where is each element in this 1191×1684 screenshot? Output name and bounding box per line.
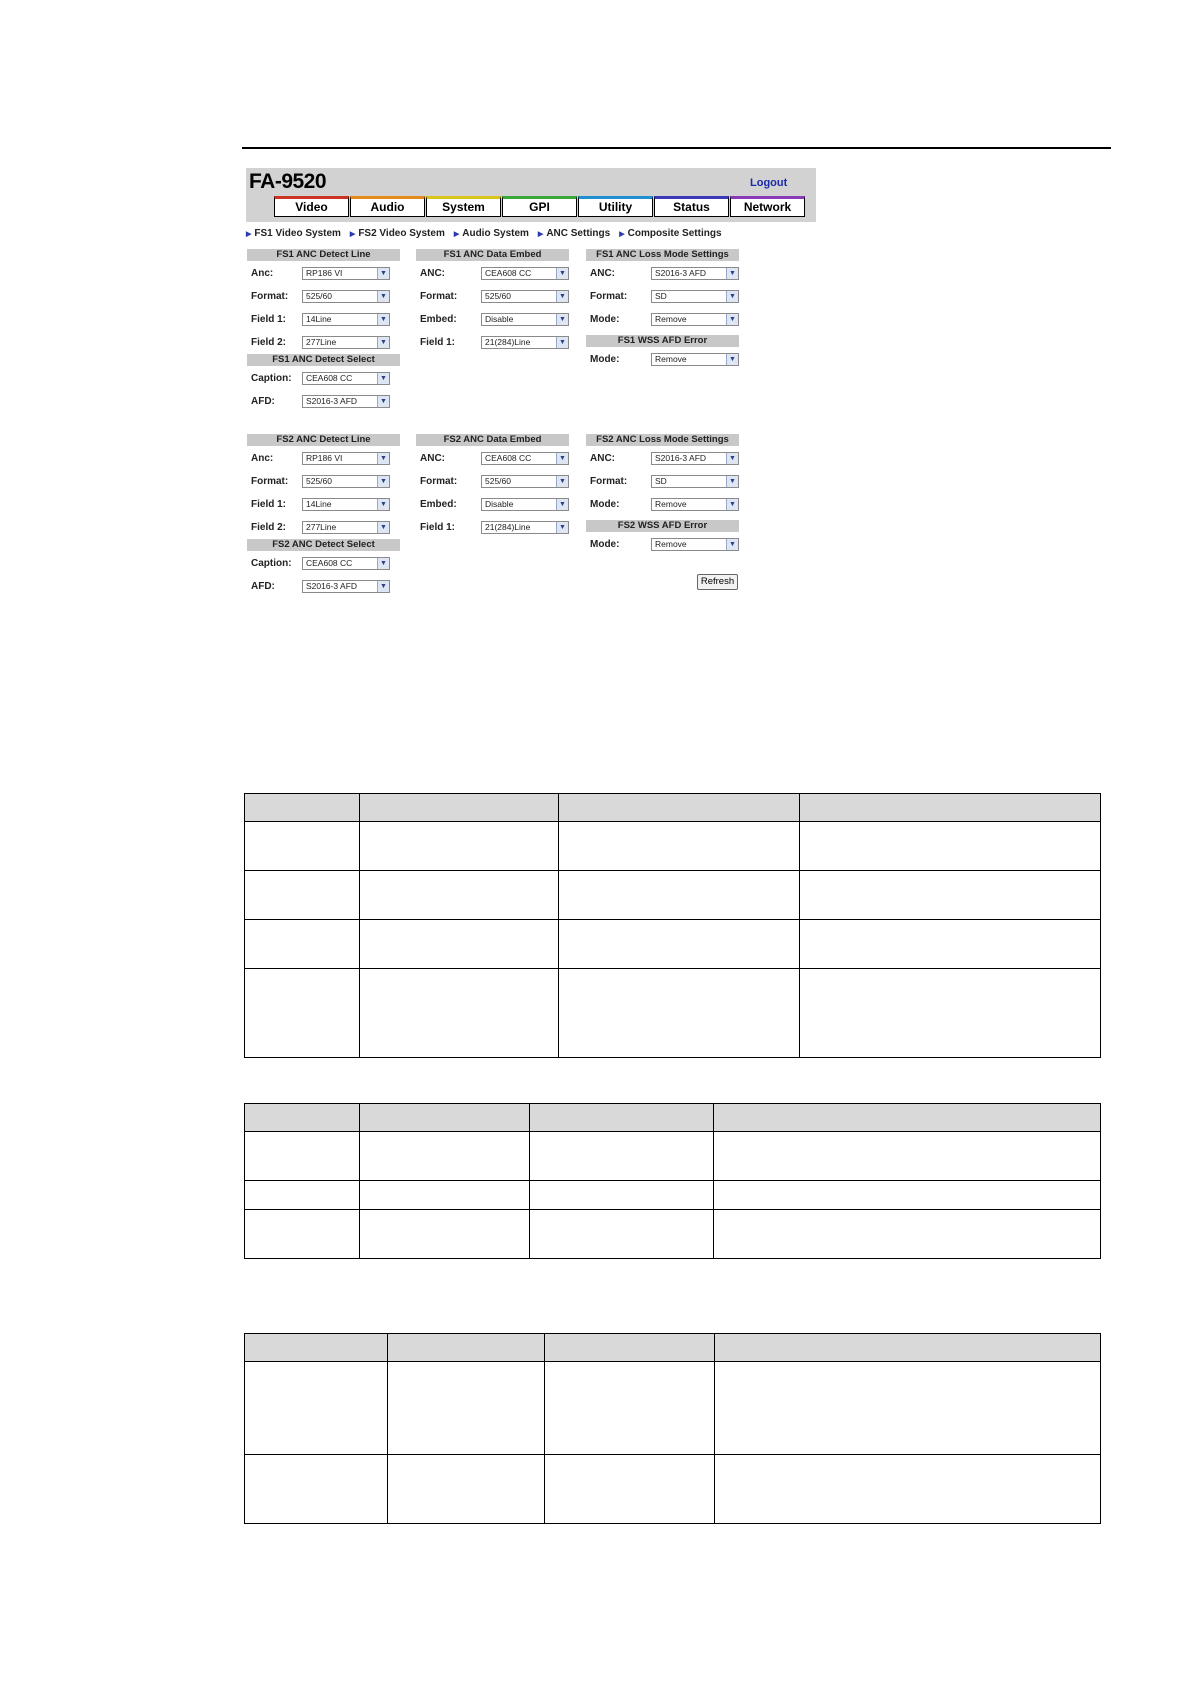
chevron-down-icon: ▼ [726, 314, 738, 325]
table-cell [544, 1362, 715, 1455]
table-cell [558, 871, 800, 920]
table-header-cell [359, 794, 558, 822]
fs1-field2-label: Field 2: [251, 337, 287, 348]
fs2-caption-select[interactable]: CEA608 CC ▼ [302, 557, 390, 570]
chevron-down-icon: ▼ [726, 476, 738, 487]
fs1-loss-format-label: Format: [590, 291, 628, 302]
table-cell [245, 920, 360, 969]
chevron-down-icon: ▼ [726, 539, 738, 550]
fs1-field2-select[interactable]: 277Line ▼ [302, 336, 390, 349]
fs2-loss-format-select[interactable]: SD ▼ [651, 475, 739, 488]
chevron-down-icon: ▼ [556, 268, 568, 279]
table-header-cell [714, 1104, 1101, 1132]
table-cell [715, 1362, 1101, 1455]
arrow-right-icon: ▶ [537, 231, 544, 238]
table-cell [245, 1210, 360, 1259]
table-header-cell [715, 1334, 1101, 1362]
main-tabs [274, 196, 806, 217]
tab-status[interactable]: Status [654, 196, 729, 217]
table-header-row [245, 1104, 1101, 1132]
table-cell [359, 920, 558, 969]
fs2-loss-anc-select[interactable]: S2016-3 AFD ▼ [651, 452, 739, 465]
table-header-row [245, 794, 1101, 822]
fs1-anc-label: Anc: [251, 268, 274, 279]
chevron-down-icon: ▼ [377, 314, 389, 325]
top-rule [242, 147, 1111, 149]
table-cell [359, 822, 558, 871]
fs1-loss-format-select[interactable]: SD ▼ [651, 290, 739, 303]
fs1-loss-mode-label: Mode: [590, 314, 620, 325]
chevron-down-icon: ▼ [377, 268, 389, 279]
arrow-right-icon: ▶ [619, 231, 625, 238]
chevron-down-icon: ▼ [377, 558, 389, 569]
table-header-cell [387, 1334, 544, 1362]
table-row [245, 1132, 1101, 1181]
fs2-format-label: Format: [251, 476, 289, 487]
table-cell [529, 1132, 714, 1181]
fs2-data-embed-title: FS2 ANC Data Embed [416, 434, 569, 446]
fs2-embed-anc-label: ANC: [420, 453, 445, 464]
table-header-cell [544, 1334, 715, 1362]
chevron-down-icon: ▼ [556, 453, 568, 464]
tab-system[interactable]: System [426, 196, 501, 217]
chevron-down-icon: ▼ [726, 354, 738, 365]
fs2-wss-mode-label: Mode: [590, 539, 620, 550]
fs2-wss-title: FS2 WSS AFD Error [586, 520, 739, 532]
fs2-embed-field1-label: Field 1: [420, 522, 456, 533]
tab-video[interactable]: Video [274, 196, 349, 217]
table-cell [800, 920, 1101, 969]
chevron-down-icon: ▼ [377, 499, 389, 510]
table-cell [558, 920, 800, 969]
fs1-embed-select[interactable]: Disable ▼ [481, 313, 569, 326]
fs2-field1-label: Field 1: [251, 499, 287, 510]
ui-screenshot [246, 168, 816, 608]
fs1-caption-label: Caption: [251, 373, 292, 384]
chevron-down-icon: ▼ [377, 373, 389, 384]
table-cell [558, 822, 800, 871]
chevron-down-icon: ▼ [556, 499, 568, 510]
table-cell [245, 1362, 388, 1455]
table-cell [558, 969, 800, 1058]
fs2-afd-label: AFD: [251, 581, 275, 592]
fs2-afd-select[interactable]: S2016-3 AFD ▼ [302, 580, 390, 593]
table-row [245, 1210, 1101, 1259]
fs1-field1-select[interactable]: 14Line ▼ [302, 313, 390, 326]
fs2-loss-mode-label: Mode: [590, 499, 620, 510]
subnav-audio-system[interactable]: ▶ Audio System [453, 228, 529, 239]
chevron-down-icon: ▼ [556, 314, 568, 325]
table-cell [245, 1455, 388, 1524]
fs2-anc-label: Anc: [251, 453, 274, 464]
chevron-down-icon: ▼ [726, 291, 738, 302]
table-header-cell [245, 1104, 360, 1132]
fs2-loss-anc-label: ANC: [590, 453, 615, 464]
fs2-field2-label: Field 2: [251, 522, 287, 533]
fs2-anc-select[interactable]: RP186 VI ▼ [302, 452, 390, 465]
fs1-afd-select[interactable]: S2016-3 AFD ▼ [302, 395, 390, 408]
table-cell [359, 969, 558, 1058]
table-row [245, 1362, 1101, 1455]
table-cell [359, 1210, 529, 1259]
tab-audio[interactable]: Audio [350, 196, 425, 217]
table-header-cell [359, 1104, 529, 1132]
fs2-loss-mode-select[interactable]: Remove ▼ [651, 498, 739, 511]
table-header-cell [529, 1104, 714, 1132]
table-row [245, 1181, 1101, 1210]
fs1-loss-anc-label: ANC: [590, 268, 615, 279]
table-row [245, 920, 1101, 969]
fs1-loss-anc-select[interactable]: S2016-3 AFD ▼ [651, 267, 739, 280]
table-row [245, 822, 1101, 871]
chevron-down-icon: ▼ [377, 476, 389, 487]
table-cell [800, 822, 1101, 871]
fs1-embed-field1-label: Field 1: [420, 337, 456, 348]
table-header-cell [245, 794, 360, 822]
document-table-1 [244, 793, 1101, 1058]
table-header-cell [558, 794, 800, 822]
table-cell [529, 1181, 714, 1210]
tab-network[interactable]: Network [730, 196, 805, 217]
table-cell [245, 871, 360, 920]
table-cell [715, 1455, 1101, 1524]
table-cell [245, 1181, 360, 1210]
device-title: FA-9520 [249, 170, 327, 193]
fs1-embed-format-label: Format: [420, 291, 458, 302]
fs2-loss-mode-title: FS2 ANC Loss Mode Settings [586, 434, 739, 446]
fs1-detect-select-title: FS1 ANC Detect Select [247, 354, 400, 366]
table-header-cell [245, 1334, 388, 1362]
fs1-embed-anc-select[interactable]: CEA608 CC ▼ [481, 267, 569, 280]
logout-link[interactable]: Logout [750, 177, 788, 189]
table-cell [245, 969, 360, 1058]
header-bar [246, 168, 816, 222]
fs2-field2-select[interactable]: 277Line ▼ [302, 521, 390, 534]
fs1-wss-mode-select[interactable]: Remove ▼ [651, 353, 739, 366]
chevron-down-icon: ▼ [556, 337, 568, 348]
table-cell [359, 871, 558, 920]
subnav-fs2-video[interactable]: ▶ FS2 Video System [349, 228, 445, 239]
chevron-down-icon: ▼ [556, 476, 568, 487]
table-cell [359, 1132, 529, 1181]
fs1-caption-select[interactable]: CEA608 CC ▼ [302, 372, 390, 385]
table-row [245, 871, 1101, 920]
table-header-row [245, 1334, 1101, 1362]
chevron-down-icon: ▼ [556, 522, 568, 533]
chevron-down-icon: ▼ [726, 499, 738, 510]
sub-navigation [246, 228, 731, 239]
fs1-embed-label: Embed: [420, 314, 457, 325]
table-cell [544, 1455, 715, 1524]
chevron-down-icon: ▼ [726, 453, 738, 464]
table-cell [529, 1210, 714, 1259]
fs1-detect-line-title: FS1 ANC Detect Line [247, 249, 400, 261]
fs1-afd-label: AFD: [251, 396, 275, 407]
fs2-format-select[interactable]: 525/60 ▼ [302, 475, 390, 488]
subnav-fs1-video[interactable]: ▶ FS1 Video System [246, 228, 341, 239]
arrow-right-icon: ▶ [246, 231, 252, 238]
fs1-format-label: Format: [251, 291, 289, 302]
document-table-2 [244, 1103, 1101, 1259]
document-table-3 [244, 1333, 1101, 1524]
fs2-embed-select[interactable]: Disable ▼ [481, 498, 569, 511]
fs1-data-embed-title: FS1 ANC Data Embed [416, 249, 569, 261]
arrow-right-icon: ▶ [453, 231, 460, 238]
tab-utility[interactable]: Utility [578, 196, 653, 217]
table-cell [800, 969, 1101, 1058]
fs2-loss-format-label: Format: [590, 476, 628, 487]
chevron-down-icon: ▼ [377, 581, 389, 592]
chevron-down-icon: ▼ [377, 453, 389, 464]
table-cell [245, 1132, 360, 1181]
fs1-field1-label: Field 1: [251, 314, 287, 325]
chevron-down-icon: ▼ [377, 522, 389, 533]
arrow-right-icon: ▶ [349, 231, 356, 238]
table-header-cell [800, 794, 1101, 822]
table-row [245, 1455, 1101, 1524]
chevron-down-icon: ▼ [726, 268, 738, 279]
fs2-caption-label: Caption: [251, 558, 292, 569]
fs1-embed-anc-label: ANC: [420, 268, 445, 279]
fs1-anc-select[interactable]: RP186 VI ▼ [302, 267, 390, 280]
subnav-composite-settings[interactable]: ▶ Composite Settings [619, 228, 722, 239]
fs1-format-select[interactable]: 525/60 ▼ [302, 290, 390, 303]
fs2-field1-select[interactable]: 14Line ▼ [302, 498, 390, 511]
table-cell [359, 1181, 529, 1210]
fs2-embed-format-select[interactable]: 525/60 ▼ [481, 475, 569, 488]
fs2-embed-label: Embed: [420, 499, 457, 510]
chevron-down-icon: ▼ [377, 291, 389, 302]
fs2-detect-line-title: FS2 ANC Detect Line [247, 434, 400, 446]
table-cell [245, 822, 360, 871]
table-cell [387, 1362, 544, 1455]
table-row [245, 969, 1101, 1058]
table-cell [714, 1210, 1101, 1259]
fs1-wss-mode-label: Mode: [590, 354, 620, 365]
fs1-embed-field1-select[interactable]: 21(284)Line ▼ [481, 336, 569, 349]
fs1-embed-format-select[interactable]: 525/60 ▼ [481, 290, 569, 303]
fs1-wss-title: FS1 WSS AFD Error [586, 335, 739, 347]
chevron-down-icon: ▼ [556, 291, 568, 302]
chevron-down-icon: ▼ [377, 396, 389, 407]
refresh-button[interactable]: Refresh [697, 574, 738, 590]
chevron-down-icon: ▼ [377, 337, 389, 348]
fs2-embed-format-label: Format: [420, 476, 458, 487]
fs2-embed-field1-select[interactable]: 21(284)Line ▼ [481, 521, 569, 534]
subnav-anc-settings[interactable]: ▶ ANC Settings [537, 228, 611, 239]
fs2-wss-mode-select[interactable]: Remove ▼ [651, 538, 739, 551]
table-cell [714, 1132, 1101, 1181]
tab-gpi[interactable]: GPI [502, 196, 577, 217]
fs2-embed-anc-select[interactable]: CEA608 CC ▼ [481, 452, 569, 465]
table-cell [714, 1181, 1101, 1210]
fs1-loss-mode-select[interactable]: Remove ▼ [651, 313, 739, 326]
table-cell [800, 871, 1101, 920]
table-cell [387, 1455, 544, 1524]
fs1-loss-mode-title: FS1 ANC Loss Mode Settings [586, 249, 739, 261]
fs2-detect-select-title: FS2 ANC Detect Select [247, 539, 400, 551]
